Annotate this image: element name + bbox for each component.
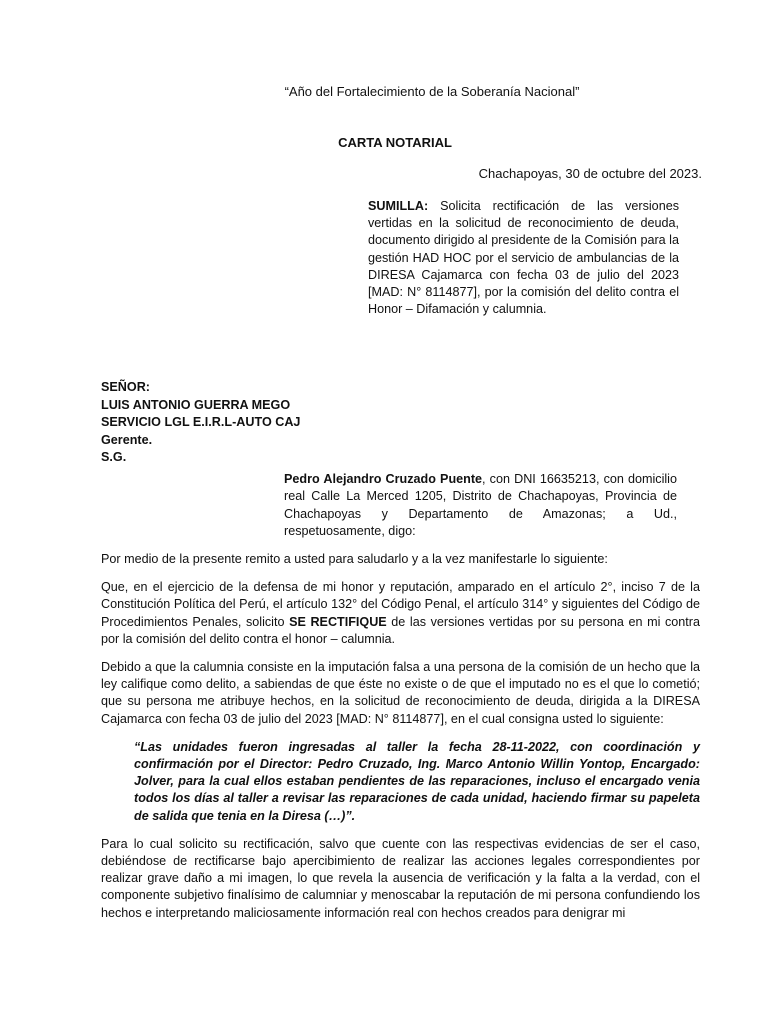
addressee-company: SERVICIO LGL E.I.R.L-AUTO CAJ [101,415,301,429]
paragraph-rectification: Para lo cual solicito su rectificación, salvo que cuente con las respectivas evidencias de ser el caso, debiéndose de rectificarse bajo apercibimiento de realizar las acciones legales correspondientes por realizar grave daño a mi imagen, lo que revela la ausencia de verificación y la falta a la verdad, con el componente subjetivo finalísimo de calumniar y menoscabar la reputación de mi persona confundiendo los hechos e interpretando maliciosamente información real con hechos creados para denigrar mi [101,836,700,920]
paragraph-request [101,579,700,648]
sumilla-text: Solicita rectificación de las versiones vertidas en la solicitud de reconocimiento de deuda, documento dirigido al presidente de la Comisión para la gestión HAD HOC por el servicio de ambulancias de la DIRESA Cajamarca con fecha 03 de julio del 2023 [MAD: N° 8114877], por la comisión del delito contra el Honor – Difamación y calumnia. [368,199,679,317]
addressee-block [101,379,300,467]
request-text-start: Que, en el ejercicio de la defensa de mi honor y reputación, amparado en el artículo 2°, inciso 7 de la Constitución Política del Perú, el artículo 132° del Código Penal, el artículo 314° y siguientes del Código de Procedimientos Penales, solicito [101,580,700,629]
sender-name: Pedro Alejandro Cruzado Puente [284,472,483,486]
request-text-end: de las versiones vertidas por su persona en mi contra por la comisión del delito contra el honor – calumnia. [101,614,700,646]
year-motto: “Año del Fortalecimiento de la Soberanía Nacional” [284,84,580,99]
place-date: Chachapoyas, 30 de octubre del 2023. [478,166,702,181]
sumilla-label: SUMILLA: [368,199,429,213]
paragraph-calumny: Debido a que la calumnia consiste en la imputación falsa a una persona de la comisión de un hecho que la ley califique como delito, a sabiendas de que éste no existe o de que el imputado no es el que lo cometió; que su persona me atribuye hechos, en la solicitud de reconocimiento de deuda, dirigida a la DIRESA Cajamarca con fecha 03 de julio del 2023 [MAD: N° 8114877], en el cual consigna usted lo siguiente: [101,660,700,726]
sender-details: , con DNI 16635213, con domicilio real Calle La Merced 1205, Distrito de Chachapoyas, Provincia de Chachapoyas y Departamento de Amazonas; a Ud., respetuosamente, digo: [284,472,677,539]
letter-body [101,551,700,922]
addressee-sg: S.G. [101,450,127,464]
request-emphasis: SE RECTIFIQUE [289,614,387,629]
paragraph-greeting: Por medio de la presente remito a usted para saludarlo y a la vez manifestarle lo siguiente: [101,552,608,566]
addressee-role: Gerente. [101,432,153,447]
addressee-salutation: SEÑOR: [101,380,150,394]
document-title: CARTA NOTARIAL [338,135,452,150]
quoted-statement: “Las unidades fueron ingresadas al taller la fecha 28-11-2022, con coordinación y confirmación por el Director: Pedro Cruzado, Ing. Marco Antonio Willin Yontop, Encargado: Jolver, para la cual ellos estaban pendientes de las reparaciones, incluso el encargado venia todos los días al taller a revisar las reparaciones de cada unidad, haciendo firmar su papeleta de salida que tenia en la Diresa (…)”. [134,739,700,823]
sumilla-block [368,198,679,318]
sender-intro [284,471,677,541]
addressee-name: LUIS ANTONIO GUERRA MEGO [101,397,291,412]
